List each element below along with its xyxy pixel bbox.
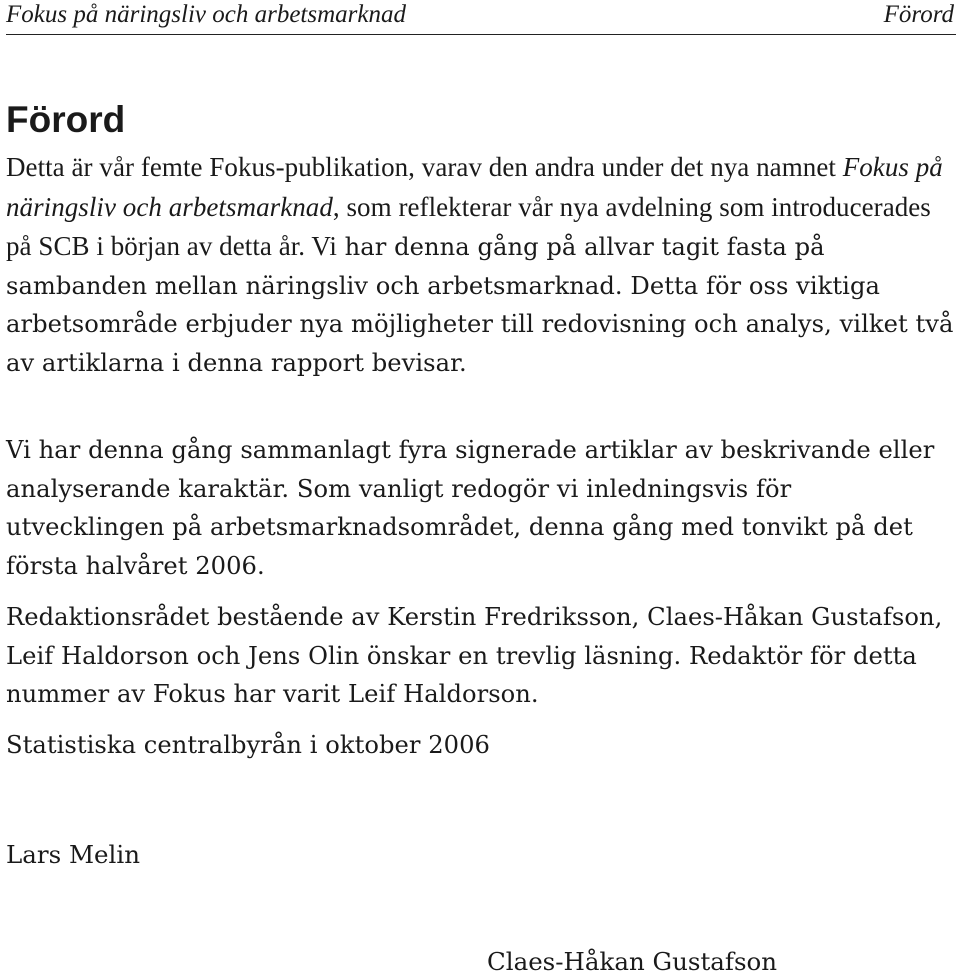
- paragraph-intro: [6, 148, 956, 382]
- paragraph-articles: Vi har denna gång sammanlagt fyra signerade artiklar av beskrivande eller analyserande karaktär. Som vanligt redogör vi inledningsvis för utvecklingen på arbetsmarknadsområdet, denna gång med tonvikt på det första halvåret 2006.: [6, 436, 935, 580]
- signature-lars-melin: Lars Melin: [6, 840, 140, 869]
- paragraph-editorial-board: Redaktionsrådet bestående av Kerstin Fredriksson, Claes-Håkan Gustafson, Leif Haldorson och Jens Olin önskar en trevlig läsning. Redaktör för detta nummer av Fokus har varit Leif Haldorson.: [6, 603, 943, 708]
- publication-name: Fokus på näringsliv och arbetsmarknad: [6, 152, 943, 222]
- running-header-section: Förord: [883, 1, 954, 28]
- place-and-date: Statistiska centralbyrån i oktober 2006: [6, 731, 490, 759]
- signature-claes-hakan-gustafson: Claes-Håkan Gustafson: [487, 947, 778, 976]
- paragraph-intro-text-b: , som reflekterar vår nya avdelning som introducerades på SCB i början av detta år. Vi: [6, 191, 931, 261]
- page-title: Förord: [6, 99, 126, 140]
- running-header-publication: Fokus på näringsliv och arbetsmarknad: [6, 1, 406, 28]
- paragraph-intro-text-a: Detta är vår femte Fokus-publikation, varav den andra under det nya namnet: [6, 152, 843, 182]
- paragraph-intro-text-c: har denna gång på allvar tagit fasta på sambanden mellan näringsliv och arbetsmarknad. Detta för oss viktiga arbetsområde erbjuder nya möjligheter till redovisning och analys, vilket två av artiklarna i denna rapport bevisar.: [6, 233, 954, 377]
- running-header: [6, 0, 956, 35]
